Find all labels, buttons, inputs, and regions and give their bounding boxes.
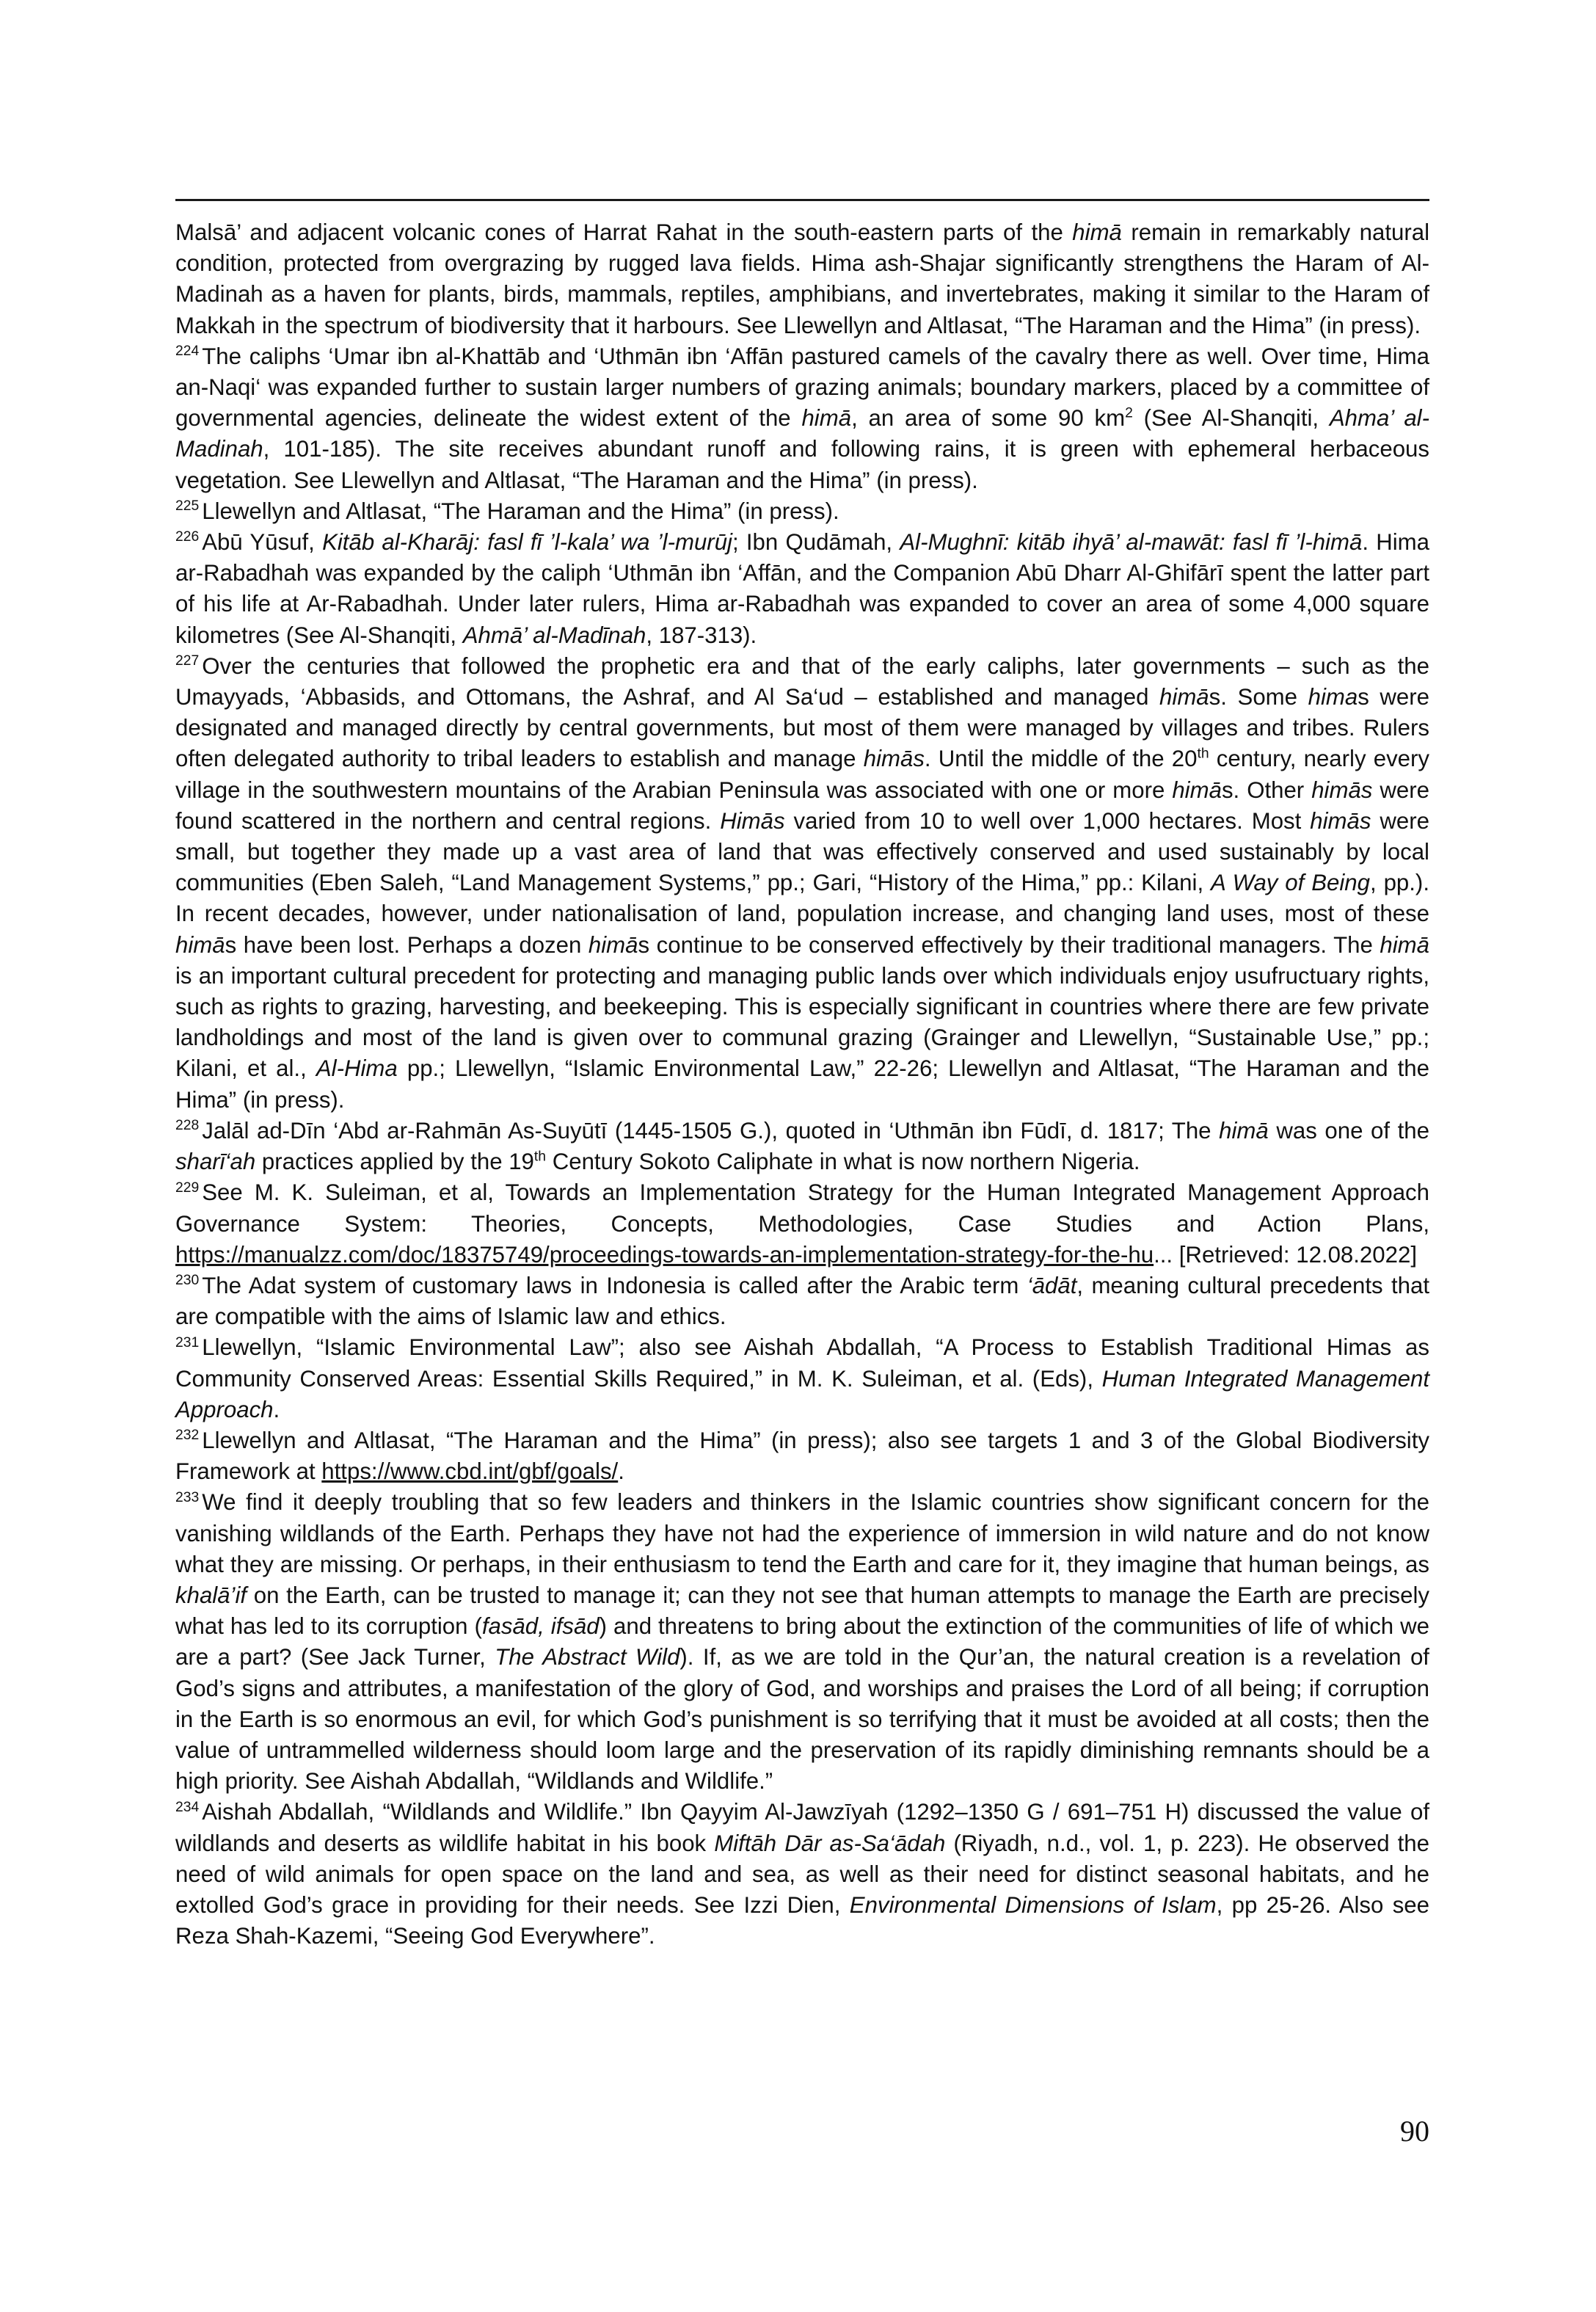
- italic-text: himā: [1219, 1117, 1269, 1144]
- footnote-text: was one of the: [1268, 1117, 1429, 1144]
- footnote-number: 224: [175, 343, 200, 360]
- footnote-number: 232: [175, 1427, 200, 1444]
- footnote-text: practices applied by the 19: [255, 1149, 534, 1175]
- footnote-text: Llewellyn and Altlasat, “The Haraman and the Hima” (in press); also see targets 1 and 3 of the Global Biodiversity Framework at: [175, 1427, 1429, 1485]
- italic-text: himās: [1311, 777, 1373, 803]
- footnote-text: s were designated and managed directly by central governments, but most of them were managed by villages and tribes. Rulers often delegated authority to tribal leaders to establish and manage: [175, 684, 1429, 772]
- footnote-text: remain in remarkably natural condition, protected from overgrazing by rugged lava fields. Hima ash-Shajar significantly strengthens the Haram of Al-Madinah as a haven for plants, birds, mammals, reptiles, amphibians, and invertebrates, making it similar to the Haram of Makkah in the spectrum of biodiversity that it harbours. See Llewellyn and Altlasat, “The Haraman and the Hima” (in press).: [175, 219, 1429, 338]
- footnote-text: s continue to be conserved effectively by their traditional managers. The: [638, 931, 1380, 958]
- footnote-text: Over the centuries that followed the prophetic era and that of the early caliphs, later governments – such as the Umayyads, ‘Abbasids, and Ottomans, the Ashraf, and Al Sa‘ud – established and managed: [175, 652, 1429, 710]
- superscript: th: [1197, 745, 1209, 762]
- italic-text: ‘ādāt: [1027, 1272, 1077, 1298]
- italic-text: himā: [1172, 777, 1222, 803]
- italic-text: Human Integrated Management Approach: [175, 1365, 1430, 1422]
- footnote-text: , 187-313).: [646, 622, 757, 648]
- italic-text: himā: [588, 931, 638, 958]
- italic-text: Miftāh Dār as-Sa‘ādah: [714, 1830, 946, 1856]
- footnote-text: , an area of some 90 km: [851, 405, 1126, 432]
- footnote-number: 229: [175, 1179, 200, 1196]
- footnote-link[interactable]: https://www.cbd.int/gbf/goals/: [321, 1458, 619, 1485]
- footnote-separator-rule: [175, 199, 1429, 201]
- footnote-text: Malsā’ and adjacent volcanic cones of Harrat Rahat in the south-eastern parts of the: [175, 219, 1073, 245]
- footnote-text: , meaning cultural precedents that are compatible with the aims of Islamic law and ethics.: [175, 1272, 1430, 1330]
- italic-text: khalā’if: [175, 1582, 247, 1608]
- italic-text: Ahma’ al-Madinah: [175, 405, 1430, 462]
- footnotes-block: [175, 217, 1429, 1952]
- italic-text: himā: [1380, 931, 1429, 958]
- footnote-text: ) and threatens to bring about the extinction of the communities of life of which we are a part? (See Jack Turner,: [175, 1613, 1429, 1671]
- footnote-number: 233: [175, 1488, 200, 1505]
- footnote-text: were small, but together they made up a vast area of land that was effectively conserved and used sustainably by local communities (Eben Saleh, “Land Management Systems,” pp.; Gari, “History of the Hima,” pp.: Kilani,: [175, 807, 1429, 896]
- footnote-text: See M. K. Suleiman, et al, Towards an Implementation Strategy for the Human Integrated Management Approach Governance System: Theories, Concepts, Methodologies, Case Studies and Action Plans,: [175, 1179, 1429, 1237]
- footnote-227: [175, 651, 1429, 1116]
- italic-text: Al-Mughnī: kitāb ihyā’ al-mawāt: fasl fī ’l-himā: [900, 529, 1363, 556]
- footnote-231: [175, 1332, 1429, 1425]
- italic-text: himās: [863, 746, 925, 772]
- footnote-text: We find it deeply troubling that so few leaders and thinkers in the Islamic countries show significant concern for the vanishing wildlands of the Earth. Perhaps they have not had the experience of immersion in wild nature and do not know what they are missing. Or perhaps, in their enthusiasm to tend the Earth and care for it, they imagine that human beings, as: [175, 1489, 1429, 1577]
- page-number: 90: [1400, 2115, 1429, 2148]
- footnote-225: [175, 496, 1429, 527]
- italic-text: himā: [1159, 684, 1209, 710]
- footnote-text: ; Ibn Qudāmah,: [732, 529, 900, 556]
- italic-text: himā: [801, 405, 852, 432]
- footnote-text: .: [618, 1458, 624, 1485]
- italic-text: himā: [1072, 219, 1122, 245]
- italic-text: The Abstract Wild: [495, 1644, 680, 1671]
- footnote-text: . Hima ar-Rabadhah was expanded by the caliph ‘Uthmān ibn ‘Affān, and the Companion Abū Dharr Al-Ghifārī spent the latter part of his life at Ar-Rabadhah. Under later rulers, Hima ar-Rabadhah was expanded to cover an area of some 4,000 square kilometres (See Al-Shanqiti,: [175, 529, 1429, 648]
- italic-text: Himās: [720, 807, 785, 834]
- footnote-text: The Adat system of customary laws in Indonesia is called after the Arabic term: [202, 1272, 1027, 1298]
- footnote-text: Jalāl ad-Dīn ‘Abd ar-Rahmān As-Suyūtī (1445-1505 G.), quoted in ‘Uthmān ibn Fūdī, d. 1817; The: [202, 1117, 1220, 1144]
- footnote-text: century, nearly every village in the southwestern mountains of the Arabian Peninsula was associated with one or more: [175, 746, 1430, 803]
- footnote-number: 225: [175, 498, 200, 515]
- footnote-text: , pp.). In recent decades, however, under nationalisation of land, population increase, and changing land uses, most of these: [175, 870, 1429, 927]
- footnote-number: 234: [175, 1798, 200, 1815]
- footnote-text: Llewellyn, “Islamic Environmental Law”; also see Aishah Abdallah, “A Process to Establish Traditional Himas as Community Conserved Areas: Essential Skills Required,” in M. K. Suleiman, et al. (Eds),: [175, 1334, 1429, 1392]
- footnote-224: [175, 341, 1429, 496]
- footnote-226: [175, 527, 1429, 651]
- footnote-text: , pp 25-26. Also see Reza Shah-Kazemi, “Seeing God Everywhere”.: [175, 1891, 1429, 1949]
- footnote-text: . Until the middle of the 20: [924, 746, 1198, 772]
- superscript: 2: [1125, 404, 1133, 421]
- footnote-link[interactable]: https://manualzz.com/doc/18375749/proceedings-towards-an-implementation-strategy-for-the-hu: [175, 1241, 1154, 1268]
- footnote-text: Llewellyn and Altlasat, “The Haraman and the Hima” (in press).: [202, 498, 839, 524]
- footnote-text: pp.; Llewellyn, “Islamic Environmental Law,” 22-26; Llewellyn and Altlasat, “The Haraman and the Hima” (in press).: [175, 1055, 1429, 1113]
- superscript: th: [533, 1148, 547, 1165]
- footnote-229: [175, 1177, 1429, 1270]
- italic-text: Kitāb al-Kharāj: fasl fī ’l-kala’ wa ’l-murūj: [322, 529, 732, 556]
- footnote-text: , 101-185). The site receives abundant runoff and following rains, it is green with ephemeral herbaceous vegetation. See Llewellyn and Altlasat, “The Haraman and the Hima” (in press).: [175, 436, 1429, 493]
- footnote-number: 231: [175, 1334, 200, 1351]
- footnote-text: varied from 10 to well over 1,000 hectares. Most: [784, 807, 1311, 834]
- italic-text: himās: [1310, 807, 1371, 834]
- footnote-text: Aishah Abdallah, “Wildlands and Wildlife.” Ibn Qayyim Al-Jawzīyah (1292–1350 G / 691–751 H) discussed the value of wildlands and deserts as wildlife habitat in his book: [175, 1799, 1429, 1856]
- footnote-text: Century Sokoto Caliphate in what is now northern Nigeria.: [546, 1149, 1140, 1175]
- footnote-230: [175, 1270, 1429, 1332]
- italic-text: himā: [175, 931, 225, 958]
- footnote-number: 226: [175, 528, 200, 545]
- footnote-number: 230: [175, 1272, 200, 1289]
- italic-text: sharī‘ah: [175, 1149, 256, 1175]
- footnote-number: 227: [175, 652, 200, 669]
- footnote-text: were found scattered in the northern and central regions.: [175, 777, 1429, 834]
- footnote-continuation: [175, 217, 1429, 341]
- italic-text: A Way of Being: [1211, 870, 1370, 896]
- footnote-text: is an important cultural precedent for protecting and managing public lands over which individuals enjoy usufructuary rights, such as rights to grazing, harvesting, and beekeeping. This is especially significant in countries where there are few private landholdings and most of the land is given over to communal grazing (Grainger and Llewellyn, “Sustainable Use,” pp.; Kilani, et al.,: [175, 962, 1429, 1082]
- footnote-234: [175, 1797, 1429, 1952]
- footnote-text: s have been lost. Perhaps a dozen: [225, 931, 589, 958]
- footnote-text: .: [273, 1396, 280, 1422]
- footnote-228: [175, 1116, 1429, 1177]
- footnote-232: [175, 1425, 1429, 1487]
- footnote-text: Abū Yūsuf,: [202, 529, 323, 556]
- italic-text: hima: [1308, 684, 1358, 710]
- italic-text: Environmental Dimensions of Islam: [849, 1891, 1217, 1918]
- italic-text: fasād, ifsād: [481, 1613, 600, 1640]
- footnote-text: s. Some: [1209, 684, 1308, 710]
- footnote-text: ). If, as we are told in the Qur’an, the natural creation is a revelation of God’s signs and attributes, a manifestation of the glory of God, and worships and praises the Lord of all being; if corruption in the Earth is so enormous an evil, for which God’s punishment is so terrifying that it must be avoided at all costs; then the value of untrammelled wilderness should loom large and the preservation of its rapidly diminishing remnants should be a high priority. See Aishah Abdallah, “Wildlands and Wildlife.”: [175, 1644, 1429, 1795]
- footnote-text: ... [Retrieved: 12.08.2022]: [1154, 1241, 1417, 1268]
- footnote-text: The caliphs ‘Umar ibn al-Khattāb and ‘Uthmān ibn ‘Affān pastured camels of the cavalry there as well. Over time, Hima an-Naqi‘ was expanded further to sustain larger numbers of grazing animals; boundary markers, placed by a committee of governmental agencies, delineate the widest extent of the: [175, 343, 1429, 432]
- footnote-text: (Riyadh, n.d., vol. 1, p. 223). He observed the need of wild animals for open space on the land and sea, as well as their need for distinct seasonal habitats, and he extolled God’s grace in providing for their needs. See Izzi Dien,: [175, 1830, 1430, 1918]
- footnote-text: on the Earth, can be trusted to manage it; can they not see that human attempts to manage the Earth are precisely what has led to its corruption (: [175, 1582, 1429, 1640]
- italic-text: Ahmā’ al-Madīnah: [462, 622, 646, 648]
- footnote-233: [175, 1487, 1429, 1797]
- footnote-text: (See Al-Shanqiti,: [1132, 405, 1330, 432]
- footnote-number: 228: [175, 1117, 200, 1134]
- italic-text: Al-Hima: [316, 1055, 398, 1082]
- footnote-text: s. Other: [1221, 777, 1312, 803]
